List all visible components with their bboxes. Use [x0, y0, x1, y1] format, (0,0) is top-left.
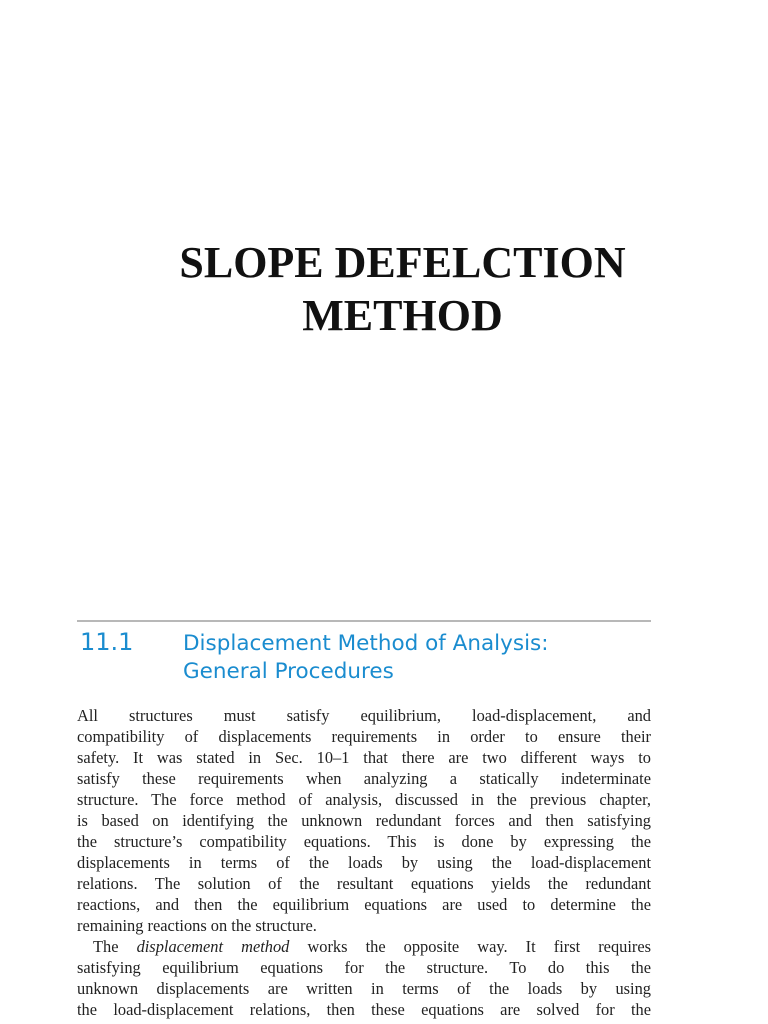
p2-suffix: works the opposite way. It first requires — [289, 937, 652, 956]
section-title-line-2: General Procedures — [183, 659, 394, 684]
body-line: compatibility of displacements requirements in order to ensure their — [77, 727, 651, 746]
body-line: the structure’s compatibility equations. This is done by expressing the — [77, 832, 651, 851]
body-line: displacements in terms of the loads by using the load-displacement — [77, 853, 651, 872]
body-line: satisfy these requirements when analyzing a statically indeterminate — [77, 769, 651, 788]
section-title-line-1: Displacement Method of Analysis: — [183, 631, 549, 656]
title-line-1: SLOPE DEFELCTION — [179, 238, 626, 287]
body-line: the load-displacement relations, then these equations are solved for the — [77, 1000, 651, 1019]
body-line: unknown displacements are written in terms of the loads by using — [77, 979, 651, 998]
section-title — [183, 630, 549, 686]
emphasis-term: displacement method — [136, 937, 290, 956]
p2-prefix: The — [93, 937, 137, 956]
body-line: is based on identifying the unknown redundant forces and then satisfying — [77, 811, 651, 830]
section-divider — [77, 620, 651, 622]
body-text — [77, 705, 651, 1020]
body-line: structure. The force method of analysis, discussed in the previous chapter, — [77, 790, 651, 809]
body-line: relations. The solution of the resultant equations yields the redundant — [77, 874, 651, 893]
body-line: safety. It was stated in Sec. 10–1 that there are two different ways to — [77, 748, 651, 767]
body-line: All structures must satisfy equilibrium, load-displacement, and — [77, 706, 651, 725]
body-line: satisfying equilibrium equations for the structure. To do this the — [77, 958, 651, 977]
body-line: reactions, and then the equilibrium equations are used to determine the — [77, 895, 651, 914]
section-number: 11.1 — [80, 628, 134, 656]
document-title — [0, 236, 768, 342]
paragraph-2-first-line — [77, 936, 651, 957]
title-line-2: METHOD — [302, 291, 503, 340]
body-line: remaining reactions on the structure. — [77, 916, 317, 935]
